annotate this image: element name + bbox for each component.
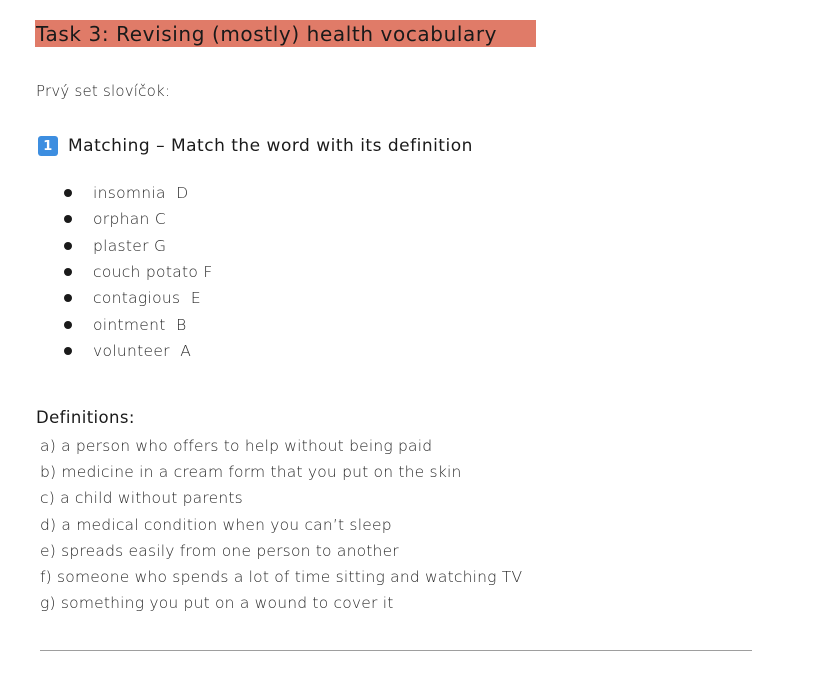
intro-text: Prvý set slovíčok: (36, 82, 171, 100)
section-heading (38, 136, 473, 156)
list-item (64, 338, 213, 364)
definition-item: a) a person who offers to help without being paid (40, 437, 433, 456)
definition-item: d) a medical condition when you can’t sleep (40, 515, 392, 534)
list-item (64, 206, 213, 232)
definitions-list (40, 433, 522, 616)
list-item (64, 311, 213, 337)
bullet-icon (64, 321, 72, 329)
bullet-icon (64, 347, 72, 355)
definition-item: e) spreads easily from one person to another (40, 541, 399, 560)
list-item (64, 259, 213, 285)
word-item-text: volunteer A (93, 341, 192, 360)
definition-item: b) medicine in a cream form that you put on the skin (40, 463, 462, 482)
bullet-icon (64, 215, 72, 223)
bullet-icon (64, 294, 72, 302)
horizontal-rule (40, 650, 752, 651)
word-item-text: contagious E (93, 289, 201, 308)
word-item-text: ointment B (93, 315, 187, 334)
title-highlight (35, 20, 536, 47)
section-heading-text: Matching – Match the word with its definition (68, 136, 473, 156)
bullet-icon (64, 242, 72, 250)
bullet-icon (64, 268, 72, 276)
number-one-icon: 1 (38, 136, 58, 156)
word-item-text: plaster G (93, 236, 167, 255)
page-title: Task 3: Revising (mostly) health vocabulary (36, 21, 498, 46)
definition-item: f) someone who spends a lot of time sitting and watching TV (40, 568, 523, 587)
bullet-icon (64, 189, 72, 197)
definition-item: g) something you put on a wound to cover it (40, 594, 394, 613)
word-list (64, 180, 213, 364)
word-item-text: insomnia D (93, 184, 189, 203)
list-item (64, 233, 213, 259)
list-item (64, 285, 213, 311)
word-item-text: orphan C (93, 210, 166, 229)
definitions-heading: Definitions: (36, 408, 135, 427)
list-item (64, 180, 213, 206)
definition-item: c) a child without parents (40, 489, 243, 508)
word-item-text: couch potato F (93, 263, 213, 282)
